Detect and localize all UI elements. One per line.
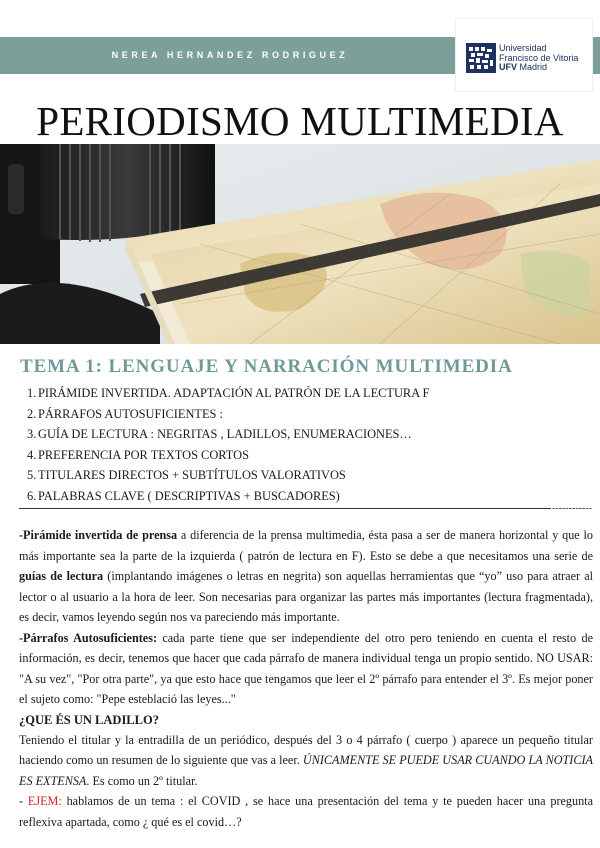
divider [19, 508, 591, 509]
author-name: NEREA HERNANDEZ RODRIGUEZ [111, 50, 349, 60]
list-item-number: 4. [27, 447, 37, 462]
paragraph-autosuficientes [19, 628, 593, 710]
section-title: TEMA 1: LENGUAJE Y NARRACIÓN MULTIMEDIA [20, 356, 513, 377]
paragraph-ladillo [19, 730, 593, 792]
logo-ufv: UFV [499, 62, 517, 72]
list-item [27, 486, 429, 507]
paragraph-text: a diferencia de la prensa multimedia, ésta pasa a ser de manera horizontal y que lo más importante sea la parte de la izquierda ( patrón de lectura en F). Esto se debe a que necesitamos una serie de [19, 528, 593, 563]
logo-line-1: Universidad [499, 43, 547, 53]
content-body [19, 525, 593, 832]
paragraph-text: hablamos de un tema : el COVID , se hace una presentación del tema y te pueden hacer una pregunta reflexiva apartada, como ¿ qué es el covid…? [19, 794, 593, 829]
list-item [27, 445, 429, 466]
paragraph-text: (implantando imágenes o letras en negrita) son aquellas herramientas que “yo” uso para atraer al lector o al usuario a la hora de leer. Son necesarias para organizar las partes más importantes (lectura fragmentada), es decir, vamos leyendo según nos va pareciendo más importante. [19, 569, 593, 624]
paragraph-text: . Es como un 2º titular. [86, 773, 198, 788]
hero-image [0, 144, 600, 344]
term-guias: guías de lectura [19, 569, 104, 583]
list-item-number: 5. [27, 468, 37, 482]
logo-city: Madrid [517, 62, 548, 72]
list-item-text: PALABRAS CLAVE ( DESCRIPTIVAS + BUSCADORES) [38, 488, 340, 503]
paragraph-text: - [19, 794, 28, 808]
paragraph-ejemplo [19, 791, 593, 832]
page-title: PERIODISMO MULTIMEDIA [36, 98, 564, 144]
ufv-emblem-icon [466, 43, 496, 73]
paragraph-text: Teniendo el titular y la entradilla de un periódico, después del 3 o 4 párrafo ( cuerpo ) aparece un pequeño titular haciendo como un resumen de lo siguiente que vas a leer. [19, 732, 593, 767]
list-item [27, 404, 429, 425]
list-item [27, 465, 429, 486]
ladillo-heading: ¿QUE ÉS UN LADILLO? [19, 712, 159, 727]
example-label: EJEM: [27, 794, 62, 808]
logo-text [499, 44, 578, 73]
list-item-text: PÁRRAFOS AUTOSUFICIENTES : [38, 406, 223, 421]
topic-list [27, 383, 429, 506]
list-item-text: PREFERENCIA POR TEXTOS CORTOS [38, 447, 249, 462]
list-item-text: PIRÁMIDE INVERTIDA. ADAPTACIÓN AL PATRÓN DE LA LECTURA F [38, 386, 430, 400]
logo-line-2: Francisco de Vitoria [499, 52, 579, 63]
list-item-number: 6. [27, 488, 37, 503]
paragraph-piramide [19, 525, 593, 628]
list-item-number: 2. [27, 406, 37, 421]
university-logo [455, 18, 593, 92]
emphasis-text: ÚNICAMENTE SE PUEDE USAR CUANDO LA NOTICIA ES EXTENSA [19, 753, 593, 788]
term-parrafos: -Párrafos Autosuficientes: [19, 630, 158, 645]
list-item [27, 424, 429, 445]
divider-tail: ------------ [552, 503, 592, 514]
list-item-text: GUÍA DE LECTURA : NEGRITAS , LADILLOS, ENUMERACIONES… [38, 427, 412, 441]
list-item-text: TITULARES DIRECTOS + SUBTÍTULOS VALORATIVOS [38, 468, 346, 482]
list-item-number: 1. [27, 386, 37, 400]
list-item [27, 383, 429, 404]
paragraph-text: cada parte tiene que ser independiente del otro pero teniendo en cuenta el resto de información, es decir, tenemos que hacer que cada párrafo de manera individual tenga un propio sentido. NO USAR: "A su vez", "Por otra parte", ya que esto hace que tengamos que leer el 2º párrafo para entender el 3º. Es mejor poner el sujeto como: "Pepe esteblació las leyes..." [19, 630, 593, 706]
list-item-number: 3. [27, 427, 37, 441]
term-piramide: -Pirámide invertida de prensa [19, 528, 178, 542]
